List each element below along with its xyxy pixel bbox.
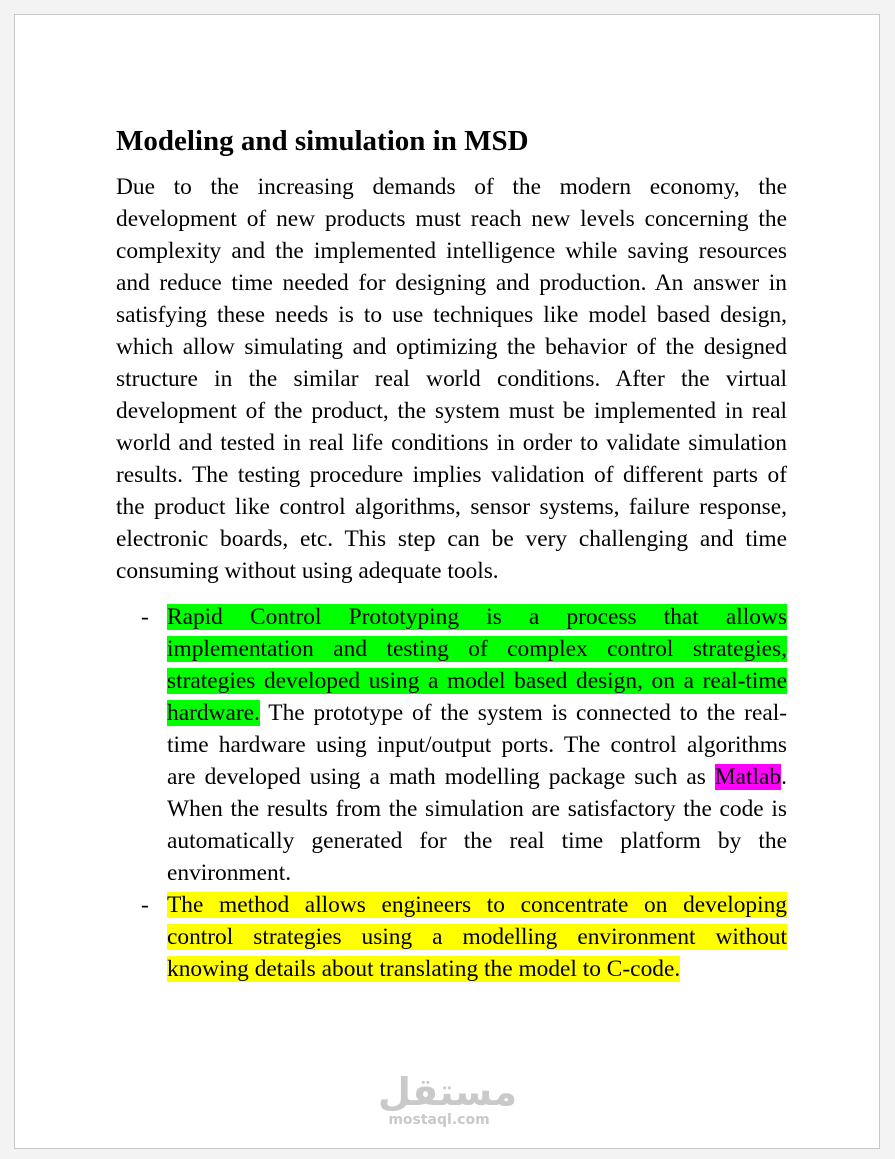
bullet-text: The prototype of the system is connected to the real-time hardware using input/output ports. The control algorithms are developed using a math modelling package such as [167,700,787,790]
bullet-marker: - [141,604,149,630]
page-title: Modeling and simulation in MSD [116,125,529,157]
highlighted-text-yellow: The method allows engineers to concentrate on developing control strategies using a modelling environment without knowing details about translating the model to C-code. [167,892,787,982]
list-item [141,889,787,985]
bullet-list [116,601,787,985]
document-page [14,14,880,1149]
watermark-url: mostaql.com [388,1112,490,1128]
highlighted-text-green: Rapid Control Prototyping is a process that allows implementation and testing of complex control strategies, strategies developed using a model based design, on a real-time hardware. [167,604,787,726]
watermark-logo: مستقل [378,1070,517,1114]
intro-paragraph: Due to the increasing demands of the modern economy, the development of new products must reach new levels concerning the complexity and the implemented intelligence while saving resources and reduce time needed for designing and production. An answer in satisfying these needs is to use techniques like model based design, which allow simulating and optimizing the behavior of the designed structure in the similar real world conditions. After the virtual development of the product, the system must be implemented in real world and tested in real life conditions in order to validate simulation results. The testing procedure implies validation of different parts of the product like control algorithms, sensor systems, failure response, electronic boards, etc. This step can be very challenging and time consuming without using adequate tools. [116,174,787,584]
document-content [116,123,787,985]
list-item [141,601,787,889]
bullet-marker: - [141,892,149,918]
bullet-text: . When the results from the simulation are satisfactory the code is automatically generated for the real time platform by the environment. [167,764,787,886]
mostaql-watermark [378,1070,517,1140]
highlighted-text-magenta: Matlab [714,764,782,790]
